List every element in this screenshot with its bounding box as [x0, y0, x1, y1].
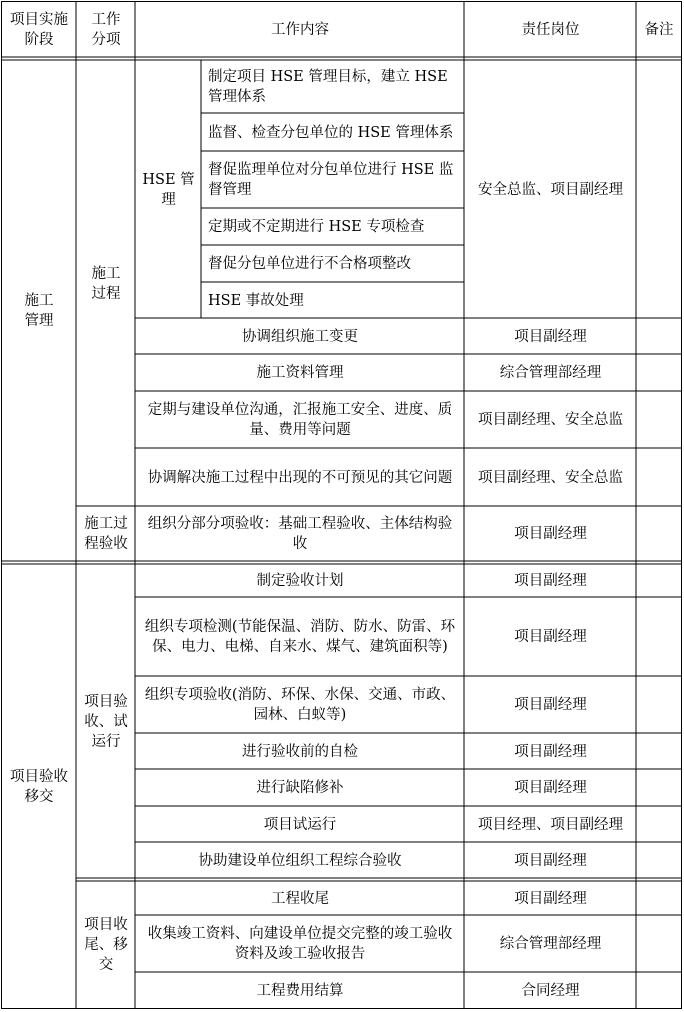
subitem-process-acceptance: 施工过程验收: [84, 516, 128, 552]
work-content: 工程收尾: [271, 890, 329, 907]
work-responsible: 综合管理部经理: [499, 936, 602, 952]
work-content: 协助建设单位组织工程综合验收: [198, 852, 402, 869]
work-responsible: 项目副经理: [514, 743, 587, 760]
work-content: 收集竣工资料、向建设单位提交完整的竣工验收资料及竣工验收报告: [147, 926, 453, 962]
work-responsible: 项目经理、项目副经理: [478, 816, 623, 833]
phase-handover: 项目验收移交: [10, 768, 68, 805]
work-responsible: 项目副经理: [514, 852, 587, 869]
hse-item: 督促分包单位进行不合格项整改: [208, 256, 411, 272]
hse-item: 制定项目 HSE 管理目标，建立 HSE 管理体系: [208, 69, 448, 105]
work-responsible: 综合管理部经理: [499, 365, 602, 381]
work-content: 协调解决施工过程中出现的不可预见的其它问题: [147, 469, 453, 486]
work-responsible: 项目副经理: [514, 328, 587, 345]
hse-management-label: HSE 管理: [142, 171, 195, 208]
header-content: 工作内容: [271, 21, 329, 38]
header-subitem: 工作分项: [91, 11, 121, 48]
work-content: 定期与建设单位沟通，汇报施工安全、进度、质量、费用等问题: [147, 402, 453, 438]
work-responsible: 项目副经理、安全总监: [478, 412, 623, 428]
hse-item: 定期或不定期进行 HSE 专项检查: [208, 219, 425, 235]
work-responsible: 项目副经理: [514, 780, 587, 796]
work-content: 工程费用结算: [256, 982, 344, 999]
work-responsible: 项目副经理: [514, 573, 587, 589]
hse-item: 监督、检查分包单位的 HSE 管理体系: [208, 124, 454, 141]
work-content: 项目试运行: [263, 816, 337, 833]
header-phase: 项目实施阶段: [10, 11, 68, 48]
work-content: 制定验收计划: [256, 573, 344, 589]
work-content: 进行验收前的自检: [242, 743, 358, 760]
work-responsible: 项目副经理: [514, 526, 587, 542]
work-content: 组织专项检测(节能保温、消防、防水、防雷、环保、电力、电梯、自来水、煤气、建筑面积等): [144, 619, 456, 655]
work-responsible: 项目副经理: [514, 697, 587, 713]
work-content: 协调组织施工变更: [242, 328, 358, 345]
phase-construction: 施工管理: [24, 293, 54, 329]
work-responsible: 项目副经理: [514, 890, 587, 907]
work-responsible: 项目副经理: [514, 629, 587, 645]
work-responsible: 合同经理: [521, 982, 580, 999]
work-content: 施工资料管理: [256, 365, 344, 381]
header-remark: 备注: [644, 21, 674, 38]
work-content: 组织分部分项验收：基础工程验收、主体结构验收: [147, 516, 453, 552]
hse-responsible: 安全总监、项目副经理: [478, 181, 623, 198]
header-responsible: 责任岗位: [521, 21, 580, 38]
subitem-closing-handover: 项目收尾、移交: [84, 917, 128, 973]
subitem-acceptance-trial: 项目验收、试运行: [84, 693, 128, 750]
work-content: 组织专项验收(消防、环保、水保、交通、市政、园林、白蚁等): [144, 687, 456, 723]
subitem-construction-process: 施工过程: [91, 265, 121, 302]
hse-item: HSE 事故处理: [208, 292, 304, 309]
hse-item: 督促监理单位对分包单位进行 HSE 监督管理: [208, 162, 454, 198]
work-content: 进行缺陷修补: [256, 780, 344, 796]
work-responsible: 项目副经理、安全总监: [478, 469, 623, 486]
